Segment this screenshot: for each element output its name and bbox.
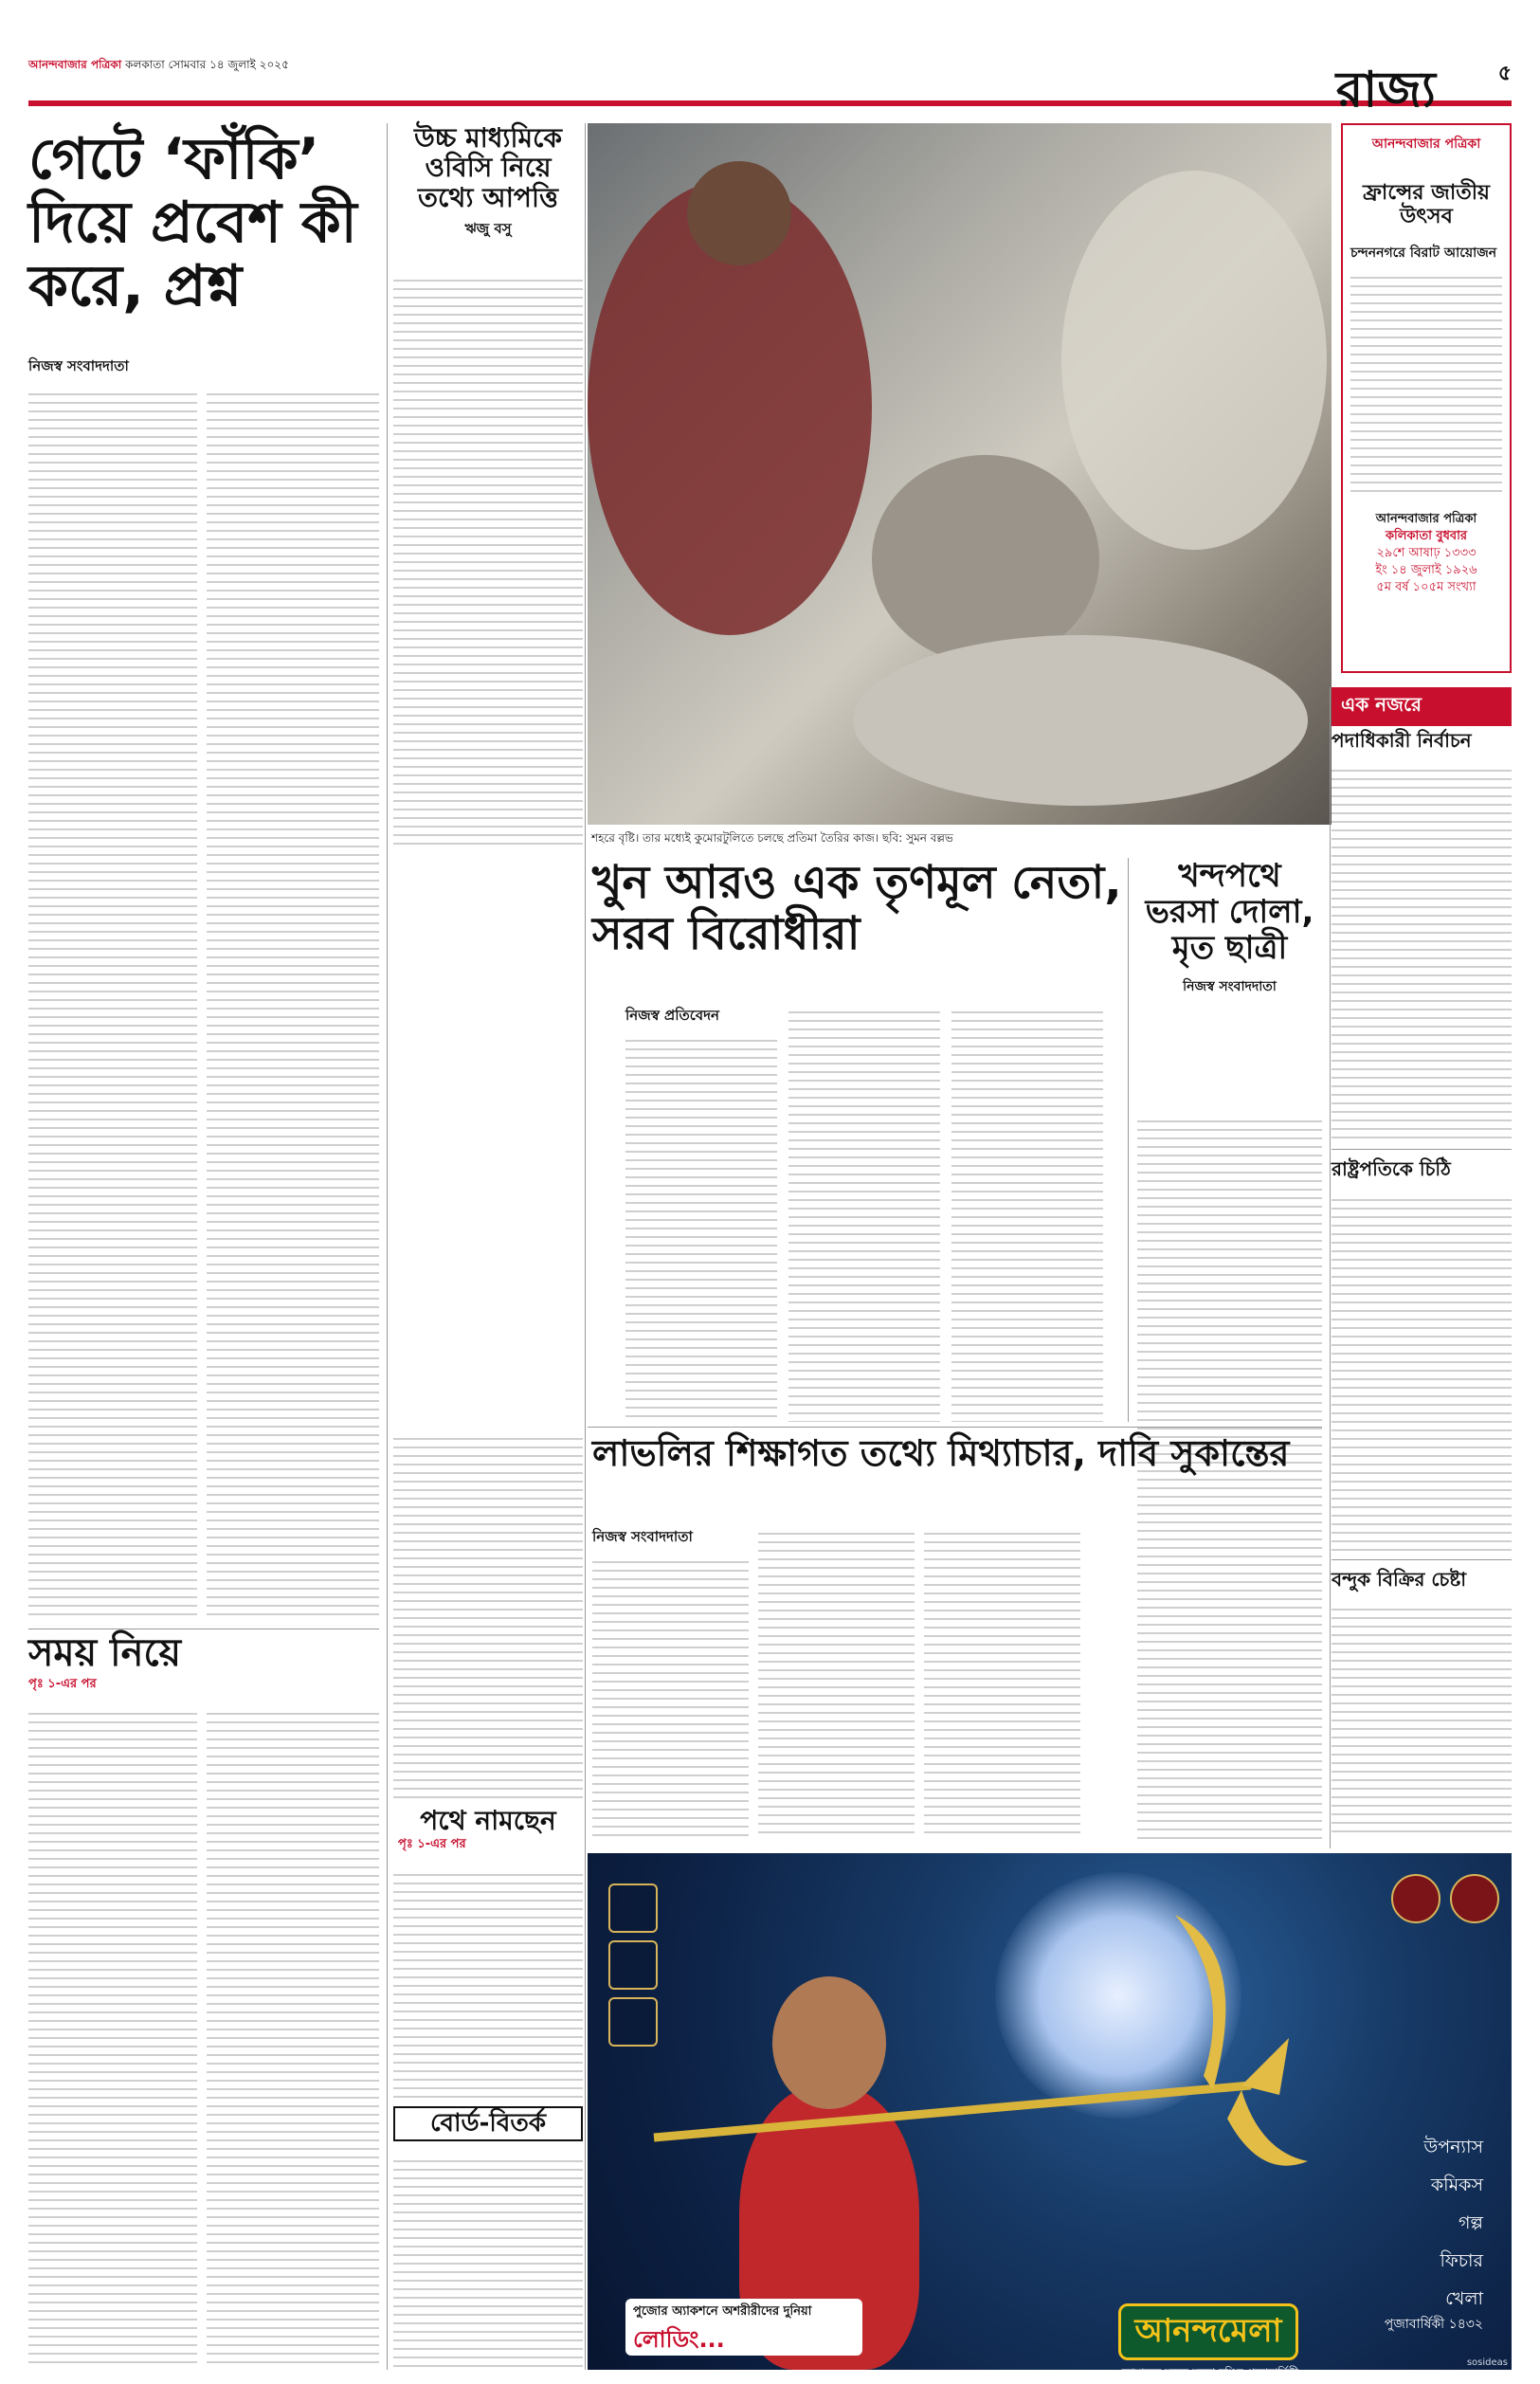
story-obc-headline: উচ্চ মাধ্যমিকে ওবিসি নিয়ে তথ্যে আপত্তি	[414, 122, 562, 213]
advert-loading-text: লোডিং...	[633, 2326, 725, 2353]
story-murder-headline: খুন আরও এক তৃণমূল নেতা, সরব বিরোধীরা	[592, 856, 1122, 960]
glance-item1-title: পদাধিকারী নির্বাচন	[1332, 729, 1472, 752]
glance-item3-text	[1332, 1602, 1512, 1839]
glance-item3-title: বন্দুক বিক্রির চেষ্টা	[1332, 1568, 1467, 1591]
calendar-box	[1350, 511, 1502, 596]
calendar-line: ২৯শে আষাঢ় ১৩৩৩	[1376, 546, 1477, 561]
divider	[387, 123, 388, 2370]
advert-brand-logo: আনন্দমেলা	[1118, 2303, 1298, 2360]
advert-feature: উপন্যাস	[1423, 2137, 1483, 2157]
story-lovely	[592, 1433, 1322, 1474]
story-misc-text-top	[393, 1431, 583, 1801]
photo-scene	[588, 123, 1332, 825]
story-pathe-headline: পথে নামছেন	[420, 1805, 556, 1836]
story-samay-col1	[28, 1706, 197, 2370]
sidebar-brand: আনন্দবাজার পত্রিকা	[1371, 136, 1481, 152]
story-board-text	[393, 2154, 583, 2367]
story-lovely-col2	[758, 1526, 915, 1839]
story-student-byline: নিজস্ব সংবাদদাতা	[1183, 979, 1277, 995]
divider	[588, 1427, 1322, 1428]
story-pathe	[398, 1806, 578, 1855]
glance-item1-text	[1332, 763, 1512, 1142]
story-samay-continued: পৃঃ ১-এর পর	[28, 1676, 97, 1691]
emblem-icon	[1391, 1874, 1440, 1923]
sidebar-heritage	[1341, 123, 1512, 673]
story-obc-text	[393, 273, 583, 851]
story-murder-byline: নিজস্ব প্রতিবেদন	[625, 1007, 719, 1024]
story-gate	[28, 128, 379, 319]
story-murder-col1	[625, 1033, 777, 1422]
section-name: রাজ্য	[1335, 62, 1436, 118]
calendar-title: আনন্দবাজার পত্রিকা	[1375, 512, 1477, 527]
advert-feature: খেলা	[1445, 2288, 1483, 2309]
story-gate-byline: নিজস্ব সংবাদদাতা	[28, 357, 129, 374]
skill-slot-icon	[608, 1940, 658, 1990]
skill-slot-icon	[608, 1884, 658, 1933]
masthead-dateline	[28, 57, 289, 76]
advert-loading-bar	[625, 2299, 862, 2356]
story-samay-headline: সময় নিয়ে	[28, 1631, 182, 1675]
glance-item2-text	[1332, 1192, 1512, 1553]
advert-credit: sosideas	[1466, 2357, 1508, 2368]
paper-name: আনন্দবাজার পত্রিকা	[28, 58, 122, 71]
advert-puja: পুজাবার্ষিকী ১৪৩২	[1384, 2317, 1483, 2332]
story-student	[1137, 858, 1322, 998]
anandamela-advert[interactable]	[588, 1853, 1512, 2379]
story-pathe-continued: পৃঃ ১-এর পর	[398, 1837, 466, 1852]
story-lovely-byline: নিজস্ব সংবাদদাতা	[592, 1528, 693, 1545]
calendar-line: ৫ম বর্ষ ১০৫ম সংখ্যা	[1376, 580, 1477, 595]
story-gate-col1	[28, 387, 197, 1621]
divider	[1332, 1559, 1512, 1560]
at-a-glance-header: এক নজরে	[1332, 687, 1512, 726]
skill-slot-icon	[608, 1997, 658, 2047]
divider	[585, 123, 586, 2370]
story-board	[393, 2106, 583, 2141]
advert-feature-list	[1341, 2128, 1483, 2318]
story-lovely-col1	[592, 1555, 749, 1839]
page-number: ৫	[1497, 61, 1512, 85]
dateline: কলকাতা সোমবার ১৪ জুলাই ২০২৫	[125, 58, 289, 71]
story-murder	[592, 858, 1123, 960]
story-board-headline: বোর্ড-বিতর্ক	[393, 2106, 583, 2141]
divider	[1330, 687, 1331, 1848]
story-murder-col3	[951, 1005, 1103, 1422]
story-obc	[393, 123, 583, 242]
divider	[1128, 858, 1129, 1422]
france-title: ফ্রান্সের জাতীয় উৎসব	[1363, 181, 1490, 228]
story-gate-headline: গেটে ‘ফাঁকি’ দিয়ে প্রবেশ কী করে, প্রশ্ন	[28, 126, 357, 320]
advert-feature: ফিচার	[1440, 2250, 1483, 2271]
advert-loading-title: পুজোর অ্যাকশনে অশরীরীদের দুনিয়া	[633, 2304, 812, 2319]
glance-item2-title: রাষ্ট্রপতিকে চিঠি	[1332, 1157, 1451, 1180]
story-student-headline: খন্দপথে ভরসা দোলা, মৃত ছাত্রী	[1145, 857, 1314, 968]
emblem-icon	[1450, 1874, 1499, 1923]
photo-kumortuli	[588, 123, 1332, 825]
story-student-text	[1137, 1114, 1322, 1844]
story-pathe-text	[393, 1867, 583, 2100]
advert-feature: কমিকস	[1430, 2175, 1483, 2195]
trident-icon	[644, 1896, 1308, 2180]
advert-feature: গল্প	[1458, 2212, 1483, 2233]
story-lovely-col3	[924, 1526, 1080, 1839]
story-samay-col2	[207, 1706, 379, 2370]
photo-caption: শহরে বৃষ্টি। তার মধ্যেই কুমোরটুলিতে চলছে প্রতিমা তৈরির কাজ। ছবি: সুমন বল্লভ	[591, 831, 953, 845]
calendar-line: কলিকাতা বুধবার	[1385, 529, 1468, 544]
story-samay	[28, 1632, 379, 1695]
story-gate-col2	[207, 387, 379, 1621]
story-obc-byline: ঋজু বসু	[464, 220, 512, 238]
calendar-line: ইং ১৪ জুলাই ১৯২৬	[1375, 563, 1477, 578]
france-text	[1350, 270, 1502, 498]
advert-tagline: তোমাদের মনের মতো রঙিন পুজাবার্ষিকী	[1118, 2366, 1299, 2379]
divider	[1332, 1149, 1512, 1150]
story-murder-col2	[788, 1005, 940, 1422]
story-lovely-headline: লাভলির শিক্ষাগত তথ্যে মিথ্যাচার, দাবি সুকান্তের	[592, 1432, 1290, 1474]
france-subtitle: চন্দননগরে বিরাট আয়োজন	[1350, 246, 1497, 262]
masthead	[28, 57, 1512, 118]
